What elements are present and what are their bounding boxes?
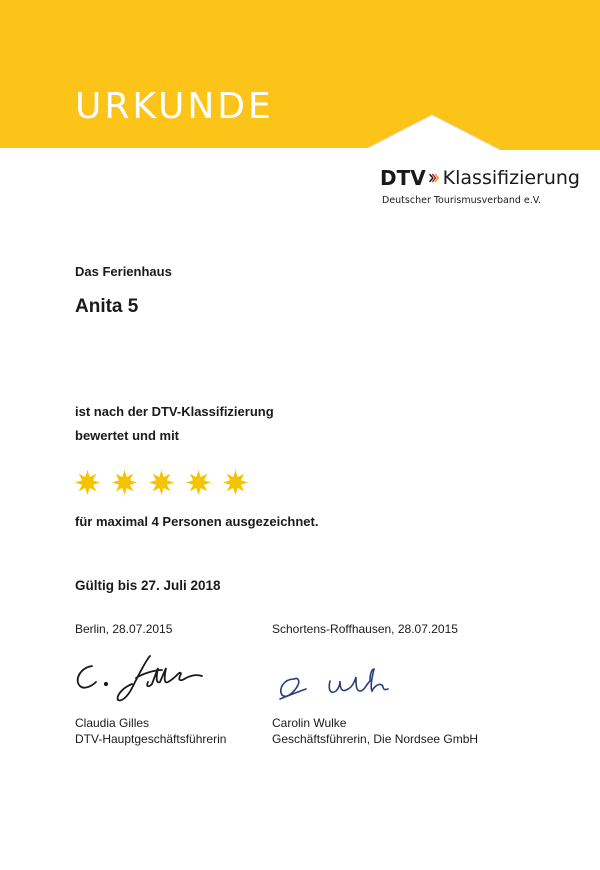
star-icon — [186, 470, 211, 495]
persons-text: für maximal 4 Personen ausgezeichnet. — [75, 514, 319, 529]
right-signatory-role: Geschäftsführerin, Die Nordsee GmbH — [272, 732, 479, 746]
logo-brand: DTV — [380, 166, 426, 190]
star-icon — [223, 470, 248, 495]
statement-line-2: bewertet und mit — [75, 428, 180, 443]
chevron-logo-icon — [429, 170, 439, 186]
property-name: Anita 5 — [75, 296, 139, 317]
left-signature — [62, 648, 222, 708]
left-signatory-role: DTV-Hauptgeschäftsführerin — [75, 732, 227, 746]
right-place-date: Schortens-Roffhausen, 28.07.2015 — [272, 622, 458, 636]
validity-text: Gültig bis 27. Juli 2018 — [75, 578, 221, 593]
right-signatory-name: Carolin Wulke — [272, 716, 347, 730]
star-icon — [112, 470, 137, 495]
rating-stars — [75, 470, 260, 495]
star-icon — [75, 470, 100, 495]
logo-subtitle: Deutscher Tourismusverband e.V. — [382, 195, 542, 206]
left-signatory-name: Claudia Gilles — [75, 716, 150, 730]
header-banner — [0, 0, 600, 185]
dtv-logo — [380, 164, 580, 206]
star-icon — [149, 470, 174, 495]
statement-line-1: ist nach der DTV-Klassifizierung — [75, 404, 274, 419]
logo-name: Klassifizierung — [442, 167, 580, 189]
certificate-title: URKUNDE — [75, 86, 274, 127]
right-signature — [270, 665, 420, 707]
property-type: Das Ferienhaus — [75, 264, 172, 279]
left-place-date: Berlin, 28.07.2015 — [75, 622, 173, 636]
